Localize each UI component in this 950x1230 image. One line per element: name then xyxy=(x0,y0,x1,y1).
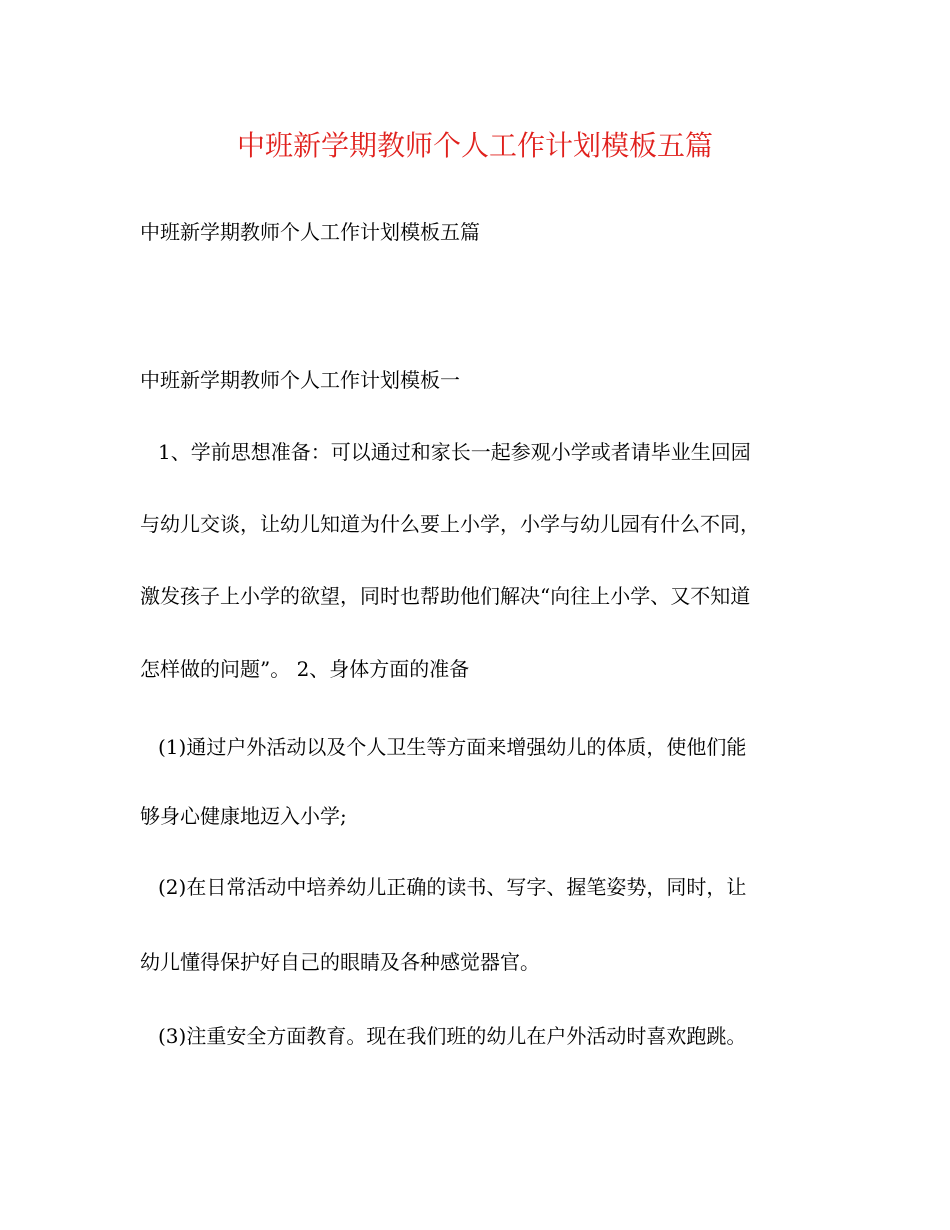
paragraph-line: 1、学前思想准备：可以通过和家长一起参观小学或者请毕业生回园 xyxy=(158,440,751,464)
paragraph-line: (2)在日常活动中培养幼儿正确的读书、写字、握笔姿势，同时，让 xyxy=(158,875,747,899)
paragraph-line: 与幼儿交谈，让幼儿知道为什么要上小学，小学与幼儿园有什么不同， xyxy=(140,512,760,536)
paragraph-line: (1)通过户外活动以及个人卫生等方面来增强幼儿的体质，使他们能 xyxy=(158,735,747,759)
document-title: 中班新学期教师个人工作计划模板五篇 xyxy=(236,129,713,162)
paragraph-line: 激发孩子上小学的欲望，同时也帮助他们解决“向往上小学、又不知道 xyxy=(140,584,751,608)
paragraph-line: 够身心健康地迈入小学; xyxy=(140,804,347,828)
section-heading: 中班新学期教师个人工作计划模板一 xyxy=(140,368,460,392)
paragraph-line: (3)注重安全方面教育。现在我们班的幼儿在户外活动时喜欢跑跳。 xyxy=(158,1024,747,1048)
paragraph-line: 幼儿懂得保护好自己的眼睛及各种感觉器官。 xyxy=(140,950,540,974)
paragraph-line: 怎样做的问题”。 2、身体方面的准备 xyxy=(140,657,470,681)
document-subtitle: 中班新学期教师个人工作计划模板五篇 xyxy=(140,220,480,244)
